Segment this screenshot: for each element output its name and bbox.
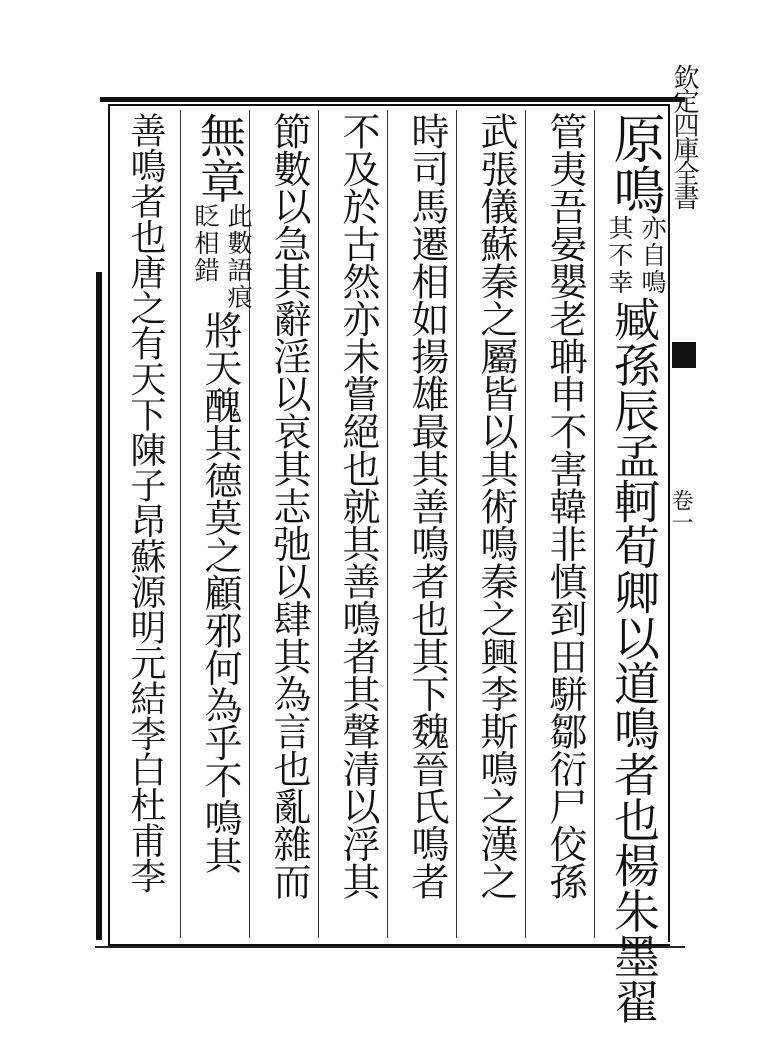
interlinear-note bbox=[601, 215, 667, 296]
text-column-8 bbox=[112, 112, 178, 938]
margin-title: 欽定四庫全書 bbox=[669, 64, 699, 208]
note-left: 其不幸 bbox=[605, 215, 634, 296]
column-text: 不及於古然亦未嘗絕也就其善鳴者其聲清以浮其 bbox=[336, 112, 380, 900]
column-text: 時司馬遷相如揚雄最其善鳴者也其下魏晉氏鳴者 bbox=[405, 112, 449, 900]
left-border-bar bbox=[96, 272, 102, 940]
bottom-border-rule bbox=[95, 946, 685, 948]
note-right: 此數語痕 bbox=[224, 203, 253, 311]
column-rule bbox=[180, 110, 181, 938]
top-border-rule bbox=[100, 97, 685, 102]
column-text: 武張儀蘇秦之屬皆以其術鳴秦之興李斯鳴之漢之 bbox=[474, 112, 518, 900]
note-left: 眨相錯 bbox=[191, 203, 220, 284]
column-tail-text: 將天醜其德莫之顧邪何為乎不鳴其 bbox=[198, 311, 242, 874]
column-head-text: 原鳴 bbox=[604, 112, 664, 215]
margin-volume: 卷一 bbox=[668, 489, 693, 533]
column-head-text: 無章 bbox=[193, 112, 247, 203]
text-column-2 bbox=[532, 112, 598, 938]
column-text: 善鳴者也唐之有天下陳子昂蘇源明元結李白杜甫李 bbox=[125, 112, 166, 893]
text-column-5 bbox=[325, 112, 391, 938]
text-column-1 bbox=[601, 112, 667, 1024]
text-column-3 bbox=[463, 112, 529, 938]
column-text: 管夷吾晏嬰老聃申不害韓非慎到田駢鄒衍尸佼孫 bbox=[543, 112, 587, 900]
text-column-6 bbox=[256, 112, 322, 938]
column-tail-text: 臧孫辰孟軻荀卿以道鳴者也楊朱墨翟 bbox=[607, 296, 661, 1024]
text-column-4 bbox=[394, 112, 460, 938]
fishtail-mark bbox=[672, 342, 696, 368]
column-text: 節數以急其辭淫以哀其志弛以肆其為言也亂雜而 bbox=[267, 112, 311, 900]
fold-margin bbox=[668, 64, 699, 942]
interlinear-note bbox=[187, 203, 253, 311]
text-column-7 bbox=[187, 112, 253, 938]
note-right: 亦自鳴 bbox=[638, 215, 667, 296]
